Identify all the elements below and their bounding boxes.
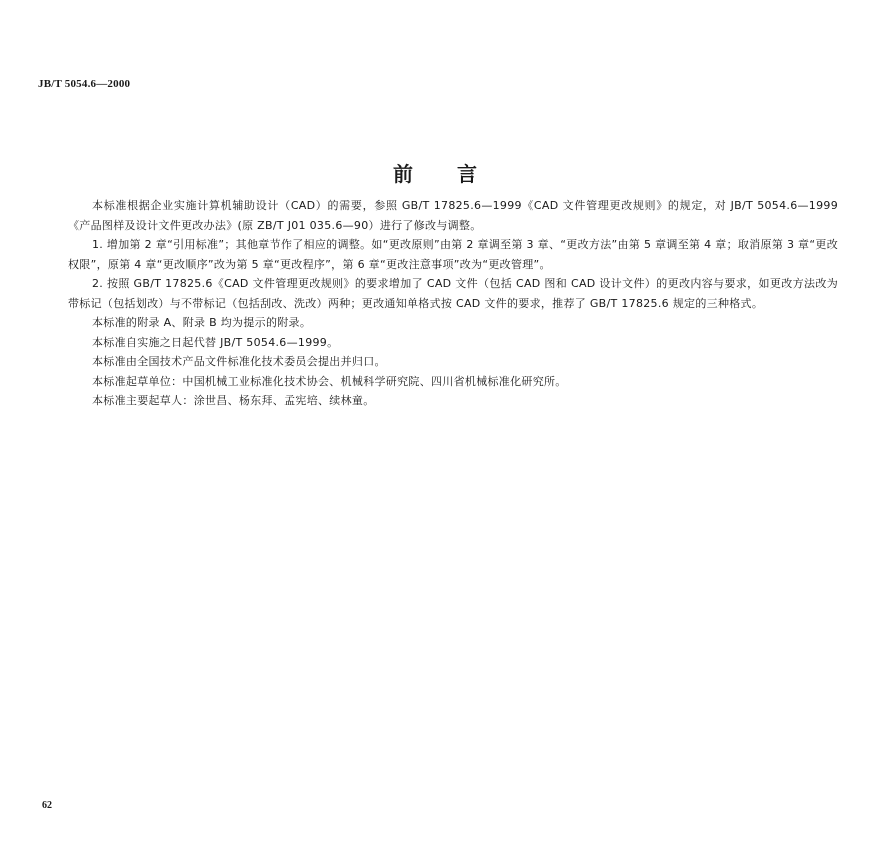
- paragraph-intro: 本标准根据企业实施计算机辅助设计（CAD）的需要，参照 GB/T 17825.6—1999《CAD 文件管理更改规则》的规定，对 JB/T 5054.6—1999《产品图样及设计文件更改办法》(原 ZB/T J01 035.6—90）进行了修改与调整。: [68, 199, 838, 232]
- paragraph-item-2: 2. 按照 GB/T 17825.6《CAD 文件管理更改规则》的要求增加了 CAD 文件（包括 CAD 图和 CAD 设计文件）的更改内容与要求，如更改方法改为带标记（包括划改）与不带标记（包括刮改、洗改）两种；更改通知单格式按 CAD 文件的要求，推荐了 GB/T 17825.6 规定的三种格式。: [68, 277, 838, 310]
- paragraph-drafting-units: 本标准起草单位：中国机械工业标准化技术协会、机械科学研究院、四川省机械标准化研究所。: [92, 374, 567, 388]
- paragraph-appendix: 本标准的附录 A、附录 B 均为提示的附录。: [92, 316, 312, 329]
- page-title: 前言: [393, 162, 521, 186]
- paragraph-supersedes: 本标准自实施之日起代替 JB/T 5054.6—1999。: [92, 335, 339, 349]
- paragraph-item-1: 1. 增加第 2 章“引用标准”；其他章节作了相应的调整。如“更改原则”由第 2 章调至第 3 章、“更改方法”由第 5 章调至第 4 章；取消原第 3 章“更改权限”，原第 4 章“更改顺序”改为第 5 章“更改程序”，第 6 章“更改注意事项”改为“更改管理”。: [68, 238, 838, 271]
- standard-code: JB/T 5054.6—2000: [38, 78, 131, 90]
- paragraph-proposer: 本标准由全国技术产品文件标准化技术委员会提出并归口。: [92, 355, 386, 368]
- paragraph-drafters: 本标准主要起草人：涂世昌、杨东拜、孟宪培、续林童。: [92, 394, 375, 407]
- foreword-body: [68, 196, 838, 411]
- page-number: 62: [42, 800, 52, 811]
